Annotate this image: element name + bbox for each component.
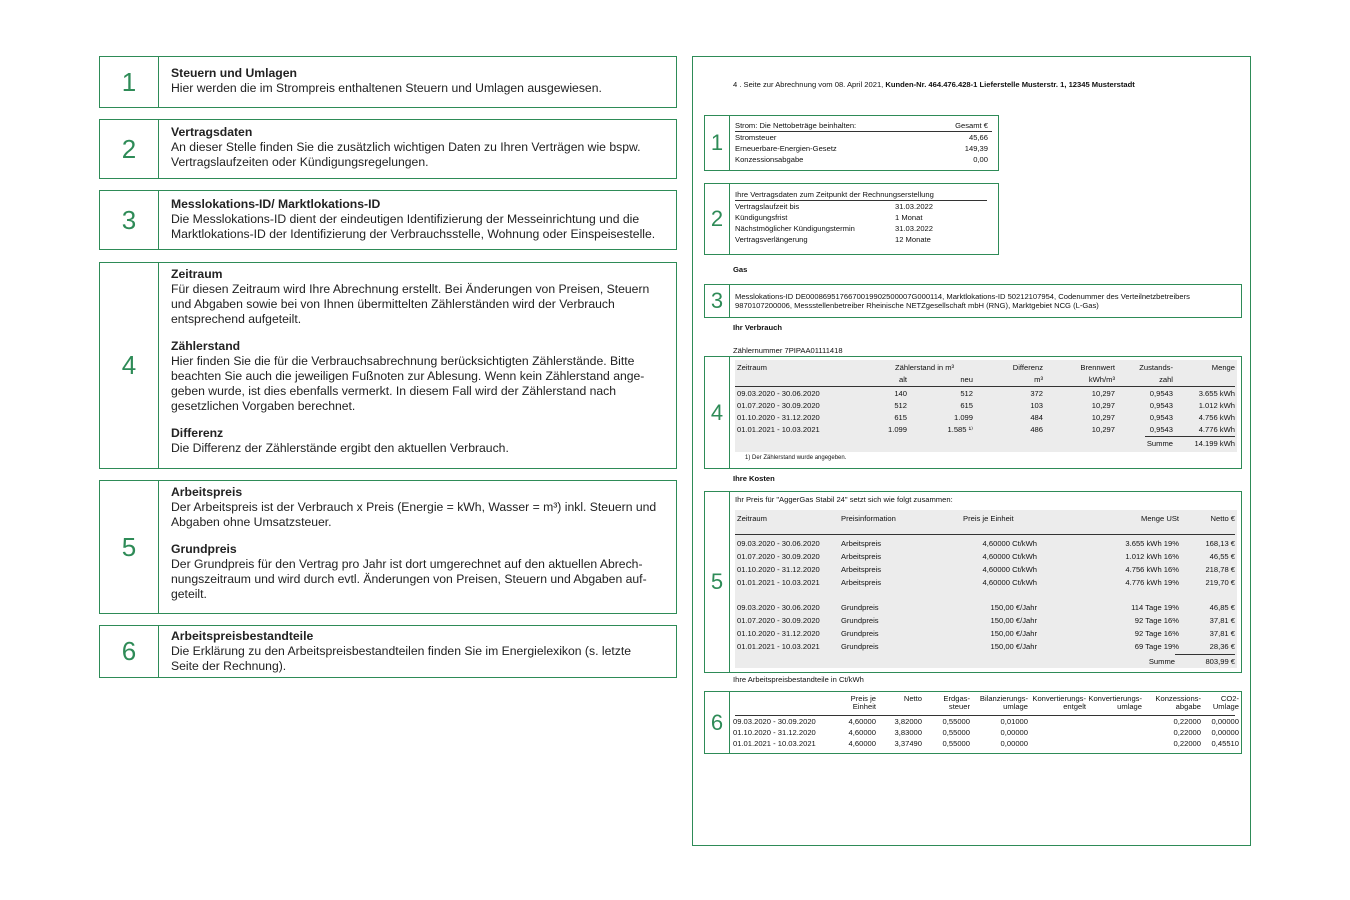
meter-number: Zählernummer 7PIPAA01111418 xyxy=(733,346,843,355)
column-header: Konzessions- xyxy=(1155,694,1201,703)
legend-text: Der Grundpreis für den Vertrag pro Jahr ist dort umgerechnet auf den aktuellen Abrech- xyxy=(171,557,643,571)
component-value: 0,22000 xyxy=(1173,728,1201,737)
cost-period: 09.03.2020 - 30.06.2020 xyxy=(737,603,820,612)
tax-label: Erneuerbare-Energien-Gesetz xyxy=(735,144,837,153)
legend-text: geteilt. xyxy=(171,587,207,601)
component-value: 0,45510 xyxy=(1211,739,1239,748)
section-meter-readings: 4 Zeitraum Zählerstand in m³ alt neu Differenz m³ Brennwert kWh/m³ Zustands- zahl Menge 09.03.2020 - 30.06.2020 140 512 372 10,297 0,9543 3.655 kWh 01.07.2020 - 30.09.2020 512 615 103 10,297 0,9543 1.012 kWh 01.10.2020 - 31.12.2020 615 1.099 484 10,297 0,9543 4.756 kWh 01.01.2021 - 10.03.2021 1.099 1.585 ¹⁾ 486 10,297 0,9543 4.776 kWh Summe 14.199 kWh 1) Der Zählerstand wurde angegeben. xyxy=(704,356,1242,469)
tax-value: 149,39 xyxy=(964,144,988,153)
meter-reading-old: 615 xyxy=(894,413,907,422)
legend-text: geben wurde, ist dies ebenfalls vermerkt. In diesem Fall wird der Zählerstand nach xyxy=(171,384,617,398)
column-header: Konvertierungs- xyxy=(1088,694,1142,703)
section-location-ids xyxy=(704,284,1242,318)
cost-net-amount: 46,55 € xyxy=(1209,552,1235,561)
meter-reading-new: 1.099 xyxy=(953,413,973,422)
legend-text: Die Differenz der Zählerstände ergibt den aktuellen Verbrauch. xyxy=(171,441,509,455)
meter-condition-number: 0,9543 xyxy=(1149,389,1173,398)
column-header: steuer xyxy=(948,702,970,711)
legend-title: Messlokations-ID/ Marktlokations-ID xyxy=(171,197,381,211)
cost-price-info: Grundpreis xyxy=(841,616,879,625)
component-period: 01.10.2020 - 31.12.2020 xyxy=(733,728,816,737)
cost-net-amount: 37,81 € xyxy=(1209,616,1235,625)
tax-value: 0,00 xyxy=(973,155,988,164)
component-value: 0,00000 xyxy=(1000,728,1028,737)
legend-title: Arbeitspreis xyxy=(171,485,243,499)
column-header: Bilanzierungs- xyxy=(979,694,1028,703)
section-costs: 5 Ihr Preis für "AggerGas Stabil 24" setzt sich wie folgt zusammen: Zeitraum Preisinformation Preis je Einheit Menge USt Netto € 09.03.2020 - 30.06.2020 Arbeitspreis 4,60000 Ct/kWh 3.655 kWh 19% 168,13 € 01.07.2020 - 30.09.2020 Arbeitspreis 4,60000 Ct/kWh 1.012 kWh 16% 46,55 € 01.10.2020 - 31.12.2020 Arbeitspreis 4,60000 Ct/kWh 4.756 kWh 16% 218,78 € 01.01.2021 - 10.03.2021 Arbeitspreis 4,60000 Ct/kWh 4.776 kWh 19% 219,70 € 09.03.2020 - 30.06.2020 Grundpreis 150,00 €/Jahr 114 Tage 19% 46,85 € 01.07.2020 - 30.09.2020 Grundpreis 150,00 €/Jahr 92 Tage 16% 37,81 € 01.10.2020 - 31.12.2020 Grundpreis 150,00 €/Jahr 92 Tage 16% 37,81 € 01.01.2021 - 10.03.2021 Grundpreis 150,00 €/Jahr 69 Tage 19% 28,36 € Summe 803,99 € xyxy=(704,491,1242,673)
cost-period: 09.03.2020 - 30.06.2020 xyxy=(737,539,820,548)
section-number: 2 xyxy=(705,184,730,254)
section-number: 3 xyxy=(705,285,730,317)
column-header: Netto xyxy=(903,694,922,703)
cost-price-info: Arbeitspreis xyxy=(841,539,882,548)
cost-price-info: Arbeitspreis xyxy=(841,565,882,574)
cost-total: 803,99 € xyxy=(1205,657,1235,666)
contract-label: Nächstmöglicher Kündigungstermin xyxy=(735,224,855,233)
cost-unit-price: 4,60000 Ct/kWh xyxy=(982,539,1037,548)
component-value: 0,22000 xyxy=(1173,739,1201,748)
legend-box-5 xyxy=(99,480,677,614)
costs-heading: Ihre Kosten xyxy=(733,474,775,483)
cost-unit-price: 150,00 €/Jahr xyxy=(990,642,1037,651)
consumption-heading: Ihr Verbrauch xyxy=(733,323,782,332)
legend-number: 4 xyxy=(100,263,159,468)
cost-quantity-vat: 92 Tage 16% xyxy=(1134,616,1179,625)
legend-text: Hier werden die im Strompreis enthaltenen Steuern und Umlagen ausgewiesen. xyxy=(171,81,602,95)
component-value: 3,37490 xyxy=(894,739,922,748)
section-number: 4 xyxy=(705,357,730,468)
legend-box-6 xyxy=(99,625,677,678)
column-header: Umlage xyxy=(1212,702,1239,711)
component-period: 09.03.2020 - 30.09.2020 xyxy=(733,717,816,726)
cost-price-info: Arbeitspreis xyxy=(841,578,882,587)
cost-unit-price: 4,60000 Ct/kWh xyxy=(982,565,1037,574)
meter-calorific-value: 10,297 xyxy=(1091,401,1115,410)
footnote: 1) Der Zählerstand wurde angegeben. xyxy=(745,455,847,461)
legend-text: und Abgaben sowie bei von Ihnen übermittelten Zählerständen wird der Verbrauch xyxy=(171,297,615,311)
contract-label: Vertragslaufzeit bis xyxy=(735,202,800,211)
meter-condition-number: 0,9543 xyxy=(1149,401,1173,410)
cost-price-info: Grundpreis xyxy=(841,629,879,638)
legend-text: beachten Sie auch die jeweiligen Fußnoten zur Ablesung. Wenn kein Zählerstand ange- xyxy=(171,369,645,383)
component-value: 0,22000 xyxy=(1173,717,1201,726)
cost-period: 01.07.2020 - 30.09.2020 xyxy=(737,616,820,625)
meter-calorific-value: 10,297 xyxy=(1091,425,1115,434)
cost-price-info: Arbeitspreis xyxy=(841,552,882,561)
consumption-total: 14.199 kWh xyxy=(1194,439,1235,448)
cost-unit-price: 150,00 €/Jahr xyxy=(990,629,1037,638)
cost-quantity-vat: 92 Tage 16% xyxy=(1134,629,1179,638)
cost-quantity-vat: 69 Tage 19% xyxy=(1134,642,1179,651)
cost-unit-price: 150,00 €/Jahr xyxy=(990,603,1037,612)
meter-reading-old: 140 xyxy=(894,389,907,398)
cost-unit-price: 4,60000 Ct/kWh xyxy=(982,578,1037,587)
component-value: 4,60000 xyxy=(848,728,876,737)
cost-net-amount: 168,13 € xyxy=(1205,539,1235,548)
page-header: 4 . Seite zur Abrechnung vom 08. April 2021, Kunden-Nr. 464.476.428-1 Lieferstelle Musterstr. 1, 12345 Musterstadt xyxy=(733,80,1135,89)
meter-reading-new: 512 xyxy=(960,389,973,398)
legend-title: Zeitraum xyxy=(171,267,223,281)
component-value: 0,55000 xyxy=(942,728,970,737)
cost-net-amount: 46,85 € xyxy=(1209,603,1235,612)
column-header: Erdgas- xyxy=(943,694,970,703)
legend-title: Vertragsdaten xyxy=(171,125,253,139)
legend-text: Abgaben ohne Umsatzsteuer. xyxy=(171,515,332,529)
legend-box-4 xyxy=(99,262,677,469)
meter-condition-number: 0,9543 xyxy=(1149,413,1173,422)
section-number: 1 xyxy=(705,116,730,170)
contract-value: 12 Monate xyxy=(895,235,931,244)
cost-net-amount: 28,36 € xyxy=(1209,642,1235,651)
legend-box-3 xyxy=(99,190,677,250)
section-contract: 2 Ihre Vertragsdaten zum Zeitpunkt der Rechnungserstellung Vertragslaufzeit bis 31.03.2022 Kündigungsfrist 1 Monat Nächstmöglicher Kündigungstermin 31.03.2022 Vertragsverlängerung 12 Monate xyxy=(704,183,999,255)
legend-number: 1 xyxy=(100,57,159,107)
legend-text: Hier finden Sie die für die Verbrauchsabrechnung berücksichtigten Zählerstände. Bitte xyxy=(171,354,635,368)
column-header: umlage xyxy=(1003,702,1028,711)
legend-text: Für diesen Zeitraum wird Ihre Abrechnung erstellt. Bei Änderungen von Preisen, Steuern xyxy=(171,282,650,296)
legend-text: Marktlokations-ID der Identifizierung der Verbrauchsstelle, Wohnung oder Einspeisestelle. xyxy=(171,227,656,241)
legend-number: 3 xyxy=(100,191,159,249)
column-header: Preis je xyxy=(850,694,876,703)
cost-period: 01.10.2020 - 31.12.2020 xyxy=(737,565,820,574)
legend-subtitle: Grundpreis xyxy=(171,542,237,556)
legend-number: 5 xyxy=(100,481,159,613)
legend-text: Seite der Rechnung). xyxy=(171,659,287,673)
cost-quantity-vat: 1.012 kWh 16% xyxy=(1125,552,1179,561)
tax-label: Stromsteuer xyxy=(735,133,777,142)
location-ids-line: Messlokations-ID DE0008695176670019902500007G000114, Marktlokations-ID 50212107954, Codenummer des Verteilnetzbetreibers xyxy=(735,292,1190,301)
cost-price-info: Grundpreis xyxy=(841,642,879,651)
column-header: abgabe xyxy=(1175,702,1201,711)
cost-quantity-vat: 4.756 kWh 16% xyxy=(1125,565,1179,574)
legend-box-2 xyxy=(99,119,677,179)
legend-title: Arbeitspreisbestandteile xyxy=(171,629,314,643)
component-period: 01.01.2021 - 10.03.2021 xyxy=(733,739,816,748)
legend-number: 2 xyxy=(100,120,159,178)
tax-label: Konzessionsabgabe xyxy=(735,155,804,164)
invoice-page xyxy=(692,56,1251,846)
component-value: 0,00000 xyxy=(1000,739,1028,748)
meter-calorific-value: 10,297 xyxy=(1091,389,1115,398)
contract-value: 31.03.2022 xyxy=(895,224,934,233)
cost-quantity-vat: 114 Tage 19% xyxy=(1131,603,1179,612)
cost-period: 01.10.2020 - 31.12.2020 xyxy=(737,629,820,638)
cost-period: 01.01.2021 - 10.03.2021 xyxy=(737,578,820,587)
legend-text: Der Arbeitspreis ist der Verbrauch x Preis (Energie = kWh, Wasser = m³) inkl. Steuern und xyxy=(171,500,657,514)
location-ids-line: 9870107200006, Messstellenbetreiber Rheinische NETZgesellschaft mbH (RNG), Marktgebiet NCG (L-Gas) xyxy=(735,301,1099,310)
meter-quantity: 4.756 kWh xyxy=(1198,413,1235,422)
meter-quantity: 3.655 kWh xyxy=(1198,389,1235,398)
tax-value: 45,66 xyxy=(968,133,988,142)
meter-quantity: 4.776 kWh xyxy=(1198,425,1235,434)
column-header: entgelt xyxy=(1063,702,1086,711)
section-taxes: 1 Strom: Die Nettobeträge beinhalten: Gesamt € Stromsteuer 45,66 Erneuerbare-Energien-Gesetz 149,39 Konzessionsabgabe 0,00 xyxy=(704,115,999,171)
legend-text: Vertragslaufzeiten oder Kündigungsregelungen. xyxy=(171,155,429,169)
meter-reading-new: 615 xyxy=(960,401,973,410)
meter-reading-old: 512 xyxy=(894,401,907,410)
meter-reading-new: 1.585 ¹⁾ xyxy=(947,425,973,434)
contract-label: Vertragsverlängerung xyxy=(735,235,808,244)
contract-label: Kündigungsfrist xyxy=(735,213,788,222)
cost-net-amount: 218,78 € xyxy=(1205,565,1235,574)
section-price-components xyxy=(704,691,1242,754)
gas-heading: Gas xyxy=(733,265,748,274)
meter-reading-old: 1.099 xyxy=(887,425,907,434)
meter-difference: 484 xyxy=(1030,413,1043,422)
price-intro: Ihr Preis für "AggerGas Stabil 24" setzt sich wie folgt zusammen: xyxy=(735,495,953,504)
legend-number: 6 xyxy=(100,626,159,677)
meter-difference: 372 xyxy=(1030,389,1043,398)
column-header: umlage xyxy=(1117,702,1142,711)
legend-text: nungszeitraum und wird durch evtl. Änderungen von Preisen, Steuern und Abgaben auf- xyxy=(171,572,647,586)
component-value: 4,60000 xyxy=(848,739,876,748)
meter-quantity: 1.012 kWh xyxy=(1198,401,1235,410)
legend-subtitle: Differenz xyxy=(171,426,224,440)
cost-period: 01.01.2021 - 10.03.2021 xyxy=(737,642,820,651)
price-components-heading: Ihre Arbeitspreisbestandteile in Ct/kWh xyxy=(733,675,864,684)
customer-info: Kunden-Nr. 464.476.428-1 Lieferstelle Musterstr. 1, 12345 Musterstadt xyxy=(885,80,1135,89)
meter-period: 01.01.2021 - 10.03.2021 xyxy=(737,425,820,434)
meter-calorific-value: 10,297 xyxy=(1091,413,1115,422)
component-value: 0,55000 xyxy=(942,717,970,726)
cost-net-amount: 37,81 € xyxy=(1209,629,1235,638)
contract-value: 31.03.2022 xyxy=(895,202,934,211)
cost-quantity-vat: 3.655 kWh 19% xyxy=(1125,539,1179,548)
cost-price-info: Grundpreis xyxy=(841,603,879,612)
legend-text: gesetzlichen Vorgaben berechnet. xyxy=(171,399,356,413)
legend-text: An dieser Stelle finden Sie die zusätzlich wichtigen Daten zu Ihren Verträgen wie bspw. xyxy=(171,140,641,154)
component-value: 4,60000 xyxy=(848,717,876,726)
column-header: CO2- xyxy=(1220,694,1239,703)
meter-period: 01.10.2020 - 31.12.2020 xyxy=(737,413,820,422)
component-value: 0,55000 xyxy=(942,739,970,748)
meter-condition-number: 0,9543 xyxy=(1149,425,1173,434)
component-value: 0,01000 xyxy=(1000,717,1028,726)
cost-unit-price: 4,60000 Ct/kWh xyxy=(982,552,1037,561)
cost-quantity-vat: 4.776 kWh 19% xyxy=(1125,578,1179,587)
component-value: 3,82000 xyxy=(894,717,922,726)
meter-difference: 486 xyxy=(1030,425,1043,434)
component-value: 0,00000 xyxy=(1211,728,1239,737)
column-header: Einheit xyxy=(852,702,876,711)
legend-subtitle: Zählerstand xyxy=(171,339,241,353)
cost-period: 01.07.2020 - 30.09.2020 xyxy=(737,552,820,561)
meter-difference: 103 xyxy=(1030,401,1043,410)
legend-text: entsprechend aufgeteilt. xyxy=(171,312,302,326)
cost-net-amount: 219,70 € xyxy=(1205,578,1235,587)
legend-text: Die Messlokations-ID dient der eindeutigen Identifizierung der Messeinrichtung und die xyxy=(171,212,640,226)
cost-unit-price: 150,00 €/Jahr xyxy=(990,616,1037,625)
legend-text: Die Erklärung zu den Arbeitspreisbestandteilen finden Sie im Energielexikon (s. letzte xyxy=(171,644,631,658)
legend-title: Steuern und Umlagen xyxy=(171,66,297,80)
meter-period: 01.07.2020 - 30.09.2020 xyxy=(737,401,820,410)
section-number: 6 xyxy=(705,692,730,753)
legend-box-1 xyxy=(99,56,677,108)
contract-value: 1 Monat xyxy=(895,213,923,222)
component-value: 3,83000 xyxy=(894,728,922,737)
meter-period: 09.03.2020 - 30.06.2020 xyxy=(737,389,820,398)
component-value: 0,00000 xyxy=(1211,717,1239,726)
section-number: 5 xyxy=(705,492,730,672)
column-header: Konvertierungs- xyxy=(1032,694,1086,703)
